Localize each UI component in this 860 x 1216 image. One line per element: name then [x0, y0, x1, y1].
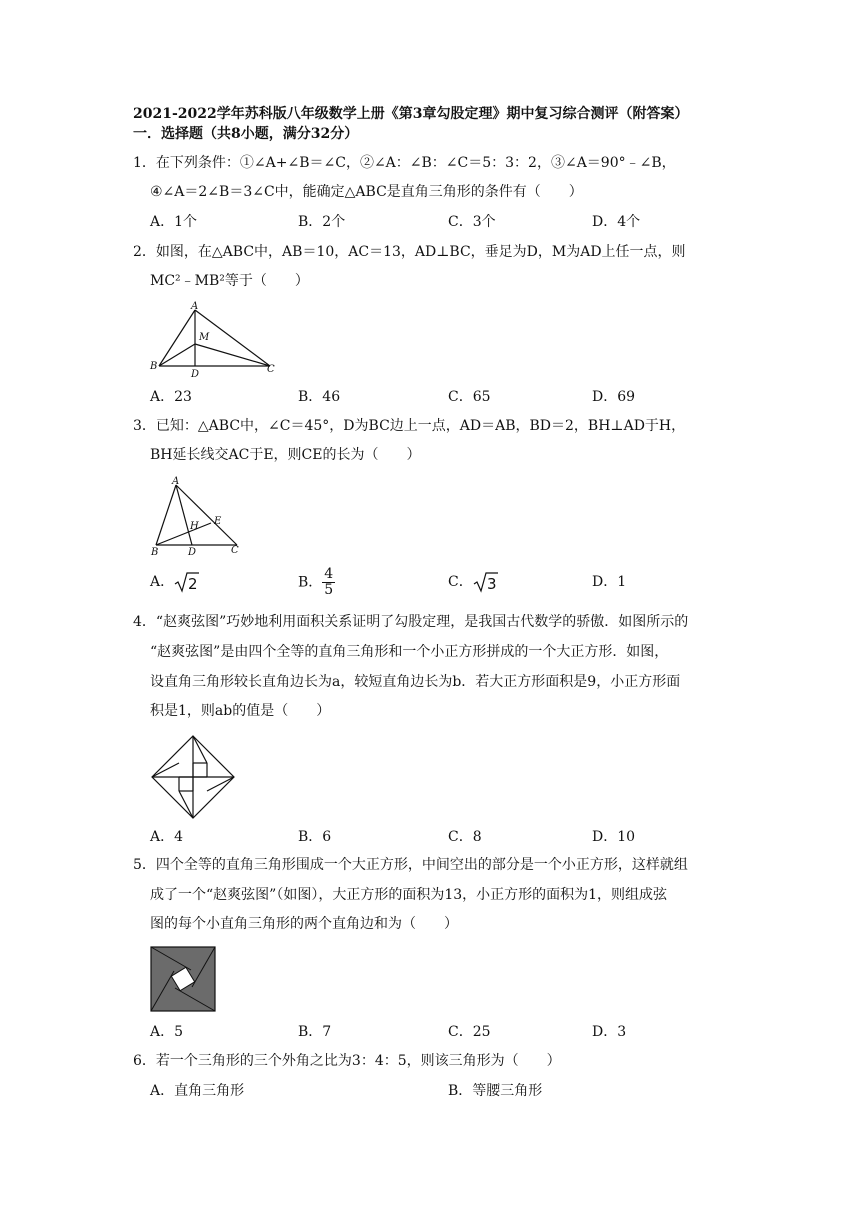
label-M: M: [199, 332, 210, 343]
page-title: 2021-2022学年苏科版八年级数学上册《第3章勾股定理》期中复习综合测评（附答案）: [133, 106, 689, 122]
option-a[interactable]: A．直角三角形: [150, 1083, 245, 1099]
label-B: B: [150, 361, 158, 372]
label-D: D: [191, 369, 200, 380]
sqrt-value: [174, 571, 200, 593]
label-H: H: [190, 521, 199, 532]
question-text: BH延长线交AC于E，则CE的长为（ ）: [150, 447, 421, 463]
triangle-figure-q2: [145, 300, 280, 380]
label-E: E: [214, 516, 222, 527]
option-d[interactable]: D．3: [592, 1024, 627, 1040]
option-b[interactable]: B． $\frac{4}{5}$: [298, 566, 334, 598]
question-text: ④∠A＝2∠B＝3∠C中，能确定△ABC是直角三角形的条件有（ ）: [150, 184, 583, 200]
label-D: D: [188, 547, 197, 557]
option-d[interactable]: D．1: [592, 574, 627, 590]
option-c[interactable]: C．65: [448, 389, 491, 405]
label-A: A: [191, 301, 199, 312]
question-text: 积是1，则ab的值是（ ）: [150, 703, 331, 719]
question-text: 6．若一个三角形的三个外角之比为3：4：5，则该三角形为（ ）: [133, 1053, 561, 1069]
option-b[interactable]: B．2个: [298, 214, 346, 230]
option-c[interactable]: C．25: [448, 1024, 491, 1040]
question-text: 图的每个小直角三角形的两个直角边和为（ ）: [150, 916, 458, 932]
option-d[interactable]: D．4个: [592, 214, 641, 230]
option-a[interactable]: A．4: [150, 829, 184, 845]
zhao-shuang-figure-q5: [150, 946, 216, 1012]
label-C: C: [231, 545, 239, 556]
question-text: “赵爽弦图”是由四个全等的直角三角形和一个小正方形拼成的一个大正方形．如图，: [150, 644, 669, 660]
question-text: 3．已知：△ABC中，∠C＝45°，D为BC边上一点，AD＝AB，BD＝2，BH⊥AD于H，: [133, 418, 686, 434]
question-text: 成了一个“赵爽弦图”（如图），大正方形的面积为13，小正方形的面积为1，则组成弦: [150, 887, 668, 903]
label-B: B: [151, 547, 159, 557]
option-b[interactable]: B．等腰三角形: [448, 1083, 543, 1099]
label-C: C: [267, 364, 275, 375]
svg-text:3: 3: [486, 575, 497, 593]
question-text: 4．“赵爽弦图”巧妙地利用面积关系证明了勾股定理，是我国古代数学的骄傲．如图所示的: [133, 614, 689, 630]
question-text: 设直角三角形较长直角边长为a，较短直角边长为b．若大正方形面积是9，小正方形面: [150, 674, 681, 690]
zhao-shuang-figure-q4: [150, 734, 236, 820]
option-c[interactable]: C． 3: [448, 571, 499, 593]
triangle-figure-q3: [145, 475, 250, 557]
question-text: 5．四个全等的直角三角形围成一个大正方形，中间空出的部分是一个小正方形，这样就组: [133, 857, 688, 873]
option-a[interactable]: A．5: [150, 1024, 184, 1040]
sqrt-value: [473, 571, 499, 593]
question-text: 1．在下列条件：①∠A+∠B＝∠C，②∠A：∠B：∠C＝5：3：2，③∠A＝90°﹣∠B，: [133, 155, 676, 171]
question-text: MC²﹣MB²等于（ ）: [150, 273, 309, 289]
option-a[interactable]: A． 2: [150, 571, 200, 593]
option-c[interactable]: C．8: [448, 829, 482, 845]
svg-text:2: 2: [188, 575, 198, 593]
option-b[interactable]: B．46: [298, 389, 341, 405]
option-b[interactable]: B．6: [298, 829, 332, 845]
option-b[interactable]: B．7: [298, 1024, 332, 1040]
fraction-value: $\frac{4}{5}$: [324, 566, 334, 598]
question-text: 2．如图，在△ABC中，AB＝10，AC＝13，AD⊥BC，垂足为D，M为AD上任一点，则: [133, 244, 686, 260]
option-c[interactable]: C．3个: [448, 214, 496, 230]
option-d[interactable]: D．69: [592, 389, 636, 405]
section-heading: 一．选择题（共8小题，满分32分）: [133, 126, 359, 142]
option-a[interactable]: A．23: [150, 389, 192, 405]
option-a[interactable]: A．1个: [150, 214, 198, 230]
label-A: A: [172, 476, 180, 487]
option-d[interactable]: D．10: [592, 829, 636, 845]
